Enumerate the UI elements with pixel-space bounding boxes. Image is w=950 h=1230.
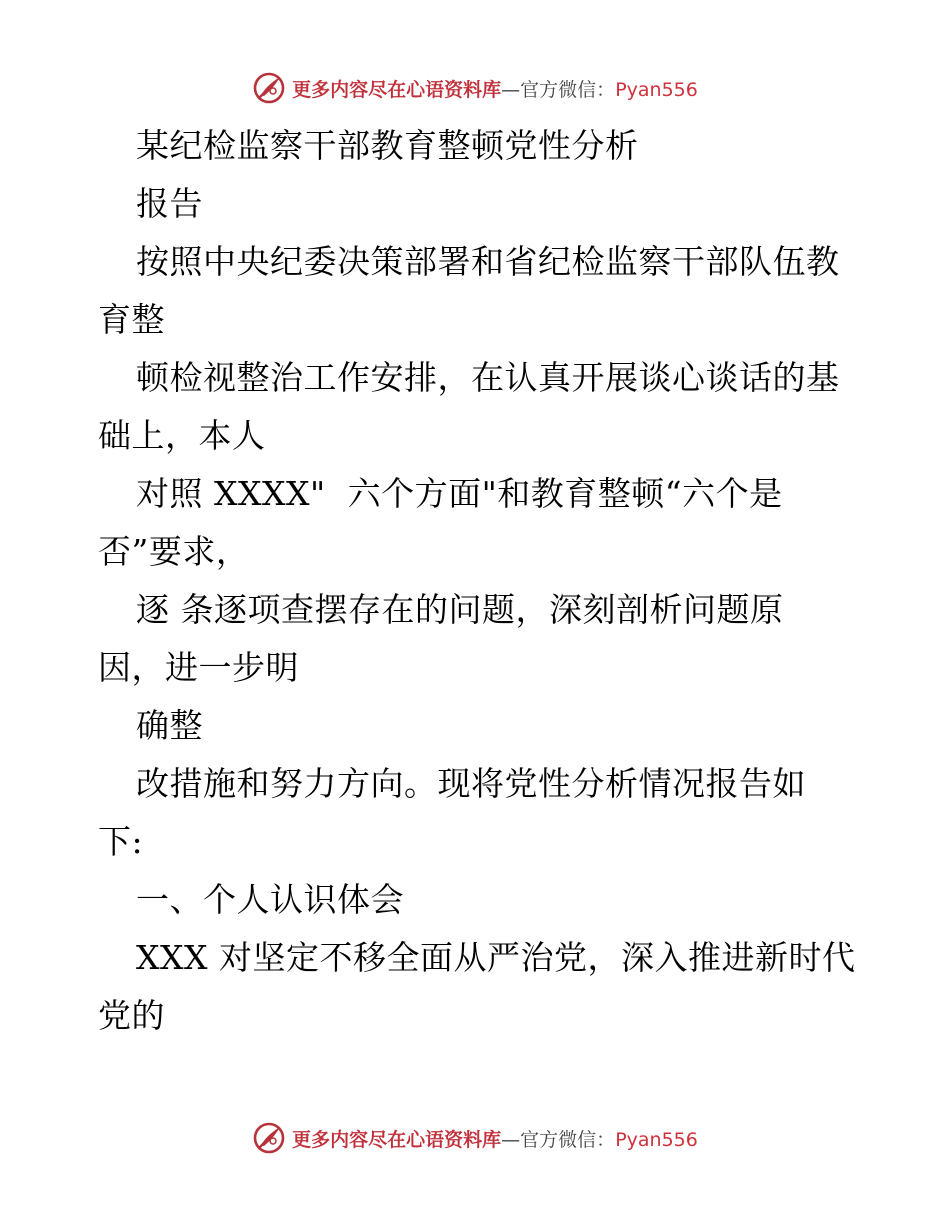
document-line: 否”要求， bbox=[98, 532, 250, 571]
document-line: 下: bbox=[98, 822, 144, 861]
header-wechat-label: 官方微信： bbox=[520, 78, 616, 101]
document-line: XXX 对坚定不移全面从严治党，深入推进新时代 bbox=[136, 938, 856, 977]
document-line: 一、个人认识体会 bbox=[136, 880, 404, 919]
quill-seal-icon bbox=[252, 71, 286, 105]
document-line: 育整 bbox=[98, 300, 165, 339]
header-dash: — bbox=[501, 78, 521, 101]
header-wechat-id: Pyan556 bbox=[615, 78, 698, 101]
document-line: 础上，本人 bbox=[98, 416, 266, 455]
footer-wechat-label: 官方微信： bbox=[520, 1128, 616, 1151]
header-banner-content bbox=[252, 71, 698, 105]
footer-banner-content bbox=[252, 1121, 698, 1155]
footer-banner bbox=[0, 1116, 950, 1160]
document-line: 报告 bbox=[136, 184, 203, 223]
footer-site-name: 更多内容尽在心语资料库 bbox=[292, 1128, 502, 1151]
header-banner-text bbox=[292, 75, 698, 102]
footer-banner-text bbox=[292, 1125, 698, 1152]
document-line: 改措施和努力方向。现将党性分析情况报告如 bbox=[136, 764, 806, 803]
quill-seal-icon bbox=[252, 1121, 286, 1155]
footer-wechat-id: Pyan556 bbox=[615, 1128, 698, 1151]
document-body bbox=[98, 117, 868, 1045]
header-banner bbox=[0, 66, 950, 110]
document-line: 某纪检监察干部教育整顿党性分析 bbox=[136, 126, 639, 165]
document-line: 党的 bbox=[98, 996, 165, 1035]
header-site-name: 更多内容尽在心语资料库 bbox=[292, 78, 502, 101]
document-line: 顿检视整治工作安排，在认真开展谈心谈话的基 bbox=[136, 358, 840, 397]
document-line: 确整 bbox=[136, 706, 203, 745]
document-line: 按照中央纪委决策部署和省纪检监察干部队伍教 bbox=[136, 242, 840, 281]
document-line: 因，进一步明 bbox=[98, 648, 299, 687]
footer-dash: — bbox=[501, 1128, 521, 1151]
document-line: 逐 条逐项查摆存在的问题，深刻剖析问题原 bbox=[136, 590, 784, 629]
document-line: 对照 XXXX" 六个方面"和教育整顿“六个是 bbox=[136, 474, 783, 513]
